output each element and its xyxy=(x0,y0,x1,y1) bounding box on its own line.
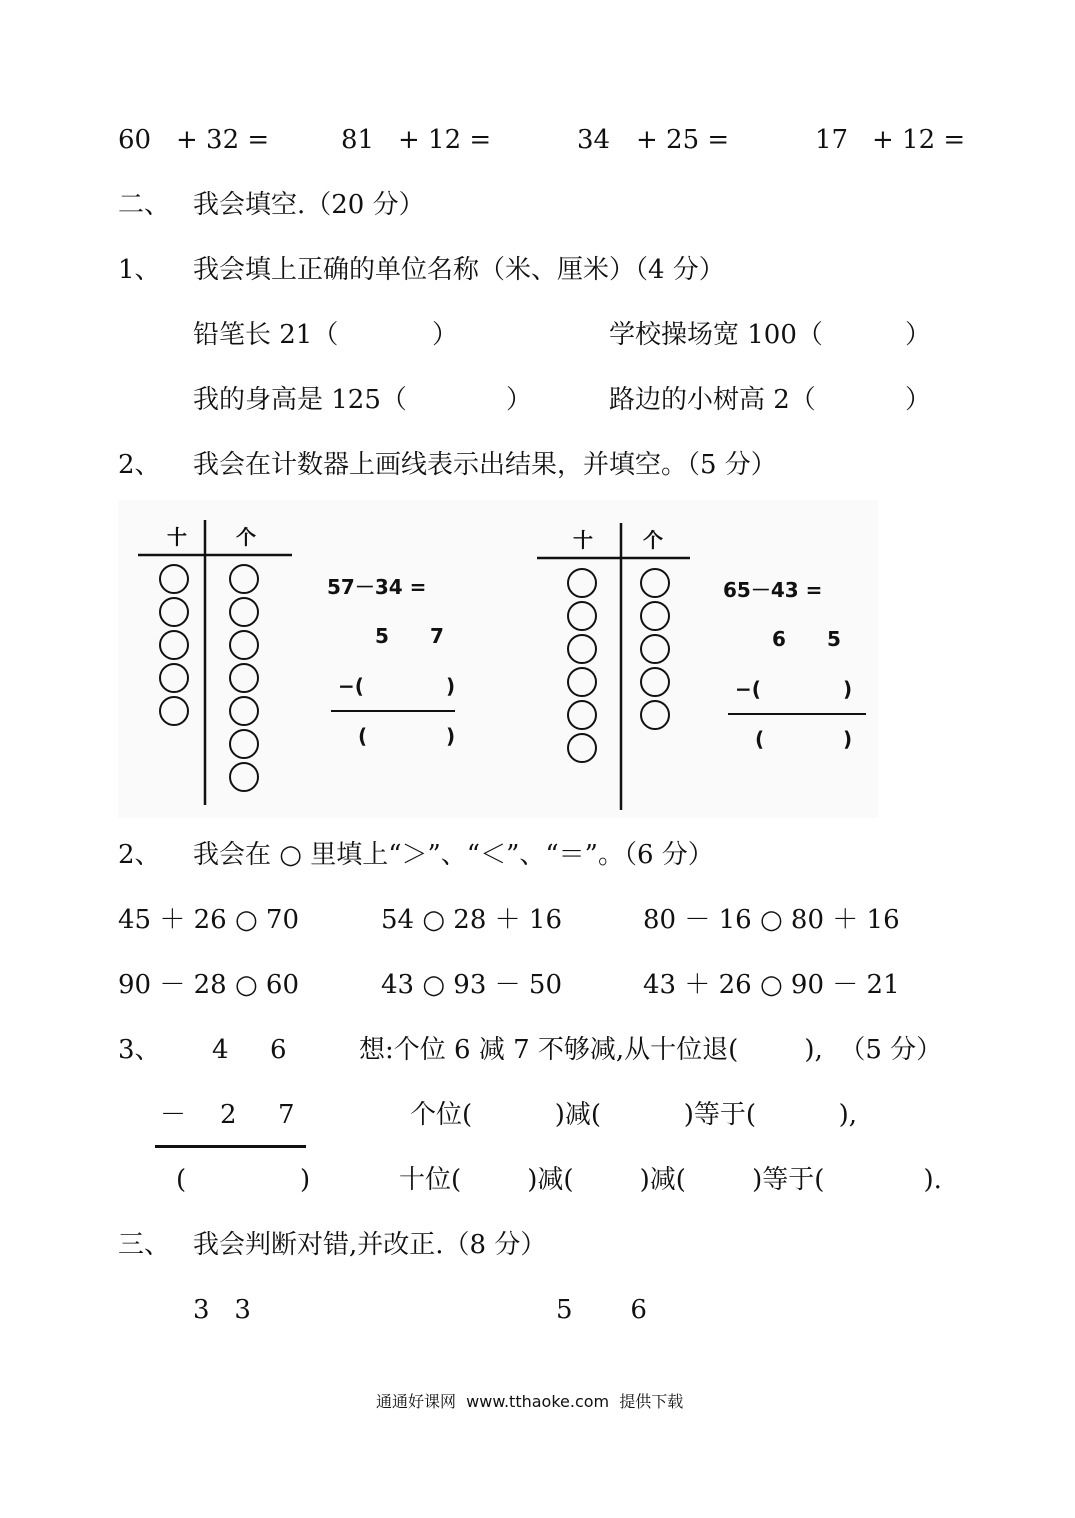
addend-2: 81 xyxy=(341,125,375,155)
vertical-digit: 7 xyxy=(430,624,444,648)
abacus-bead xyxy=(641,668,669,696)
addend-3: 34 xyxy=(577,125,611,155)
question-title: 我会在 ○ 里填上“＞”、“＜”、“＝”。（6 分） xyxy=(193,840,714,870)
ones-label: 个 xyxy=(236,525,256,549)
vertical-digit: 6 xyxy=(772,627,786,651)
close-paren: ) xyxy=(843,677,853,701)
question-title: 我会填上正确的单位名称（米、厘米）（4 分） xyxy=(193,255,725,285)
sum-line xyxy=(331,710,455,712)
hint-line-3: 十位( )减( )减( )等于( ). xyxy=(399,1165,942,1195)
abacus-1 xyxy=(130,515,300,810)
minus-sign: － xyxy=(160,1100,187,1130)
abacus-2 xyxy=(535,520,695,815)
compare-item: 43 ○ 93 － 50 xyxy=(381,970,562,1000)
tens-label: 十 xyxy=(573,528,593,552)
close-paren: ) xyxy=(446,724,456,748)
section-number: 二、 xyxy=(118,190,171,220)
unit-blank-close: ） xyxy=(905,385,932,415)
answer-close-paren: ) xyxy=(300,1165,311,1195)
unit-item-tree: 路边的小树高 2（ xyxy=(609,385,816,415)
abacus-bead xyxy=(160,664,188,692)
compare-item: 80 － 16 ○ 80 ＋ 16 xyxy=(643,905,900,935)
hint-line-1: 想:个位 6 减 7 不够减,从十位退( ), （5 分） xyxy=(359,1035,943,1065)
abacus-bead xyxy=(230,598,258,626)
abacus-bead xyxy=(230,631,258,659)
abacus-bead xyxy=(160,598,188,626)
vertical-digit: 5 xyxy=(375,624,389,648)
unit-blank-close: ） xyxy=(506,385,533,415)
addend-expr-2: + 12 = xyxy=(398,125,492,155)
question-number: 1、 xyxy=(118,255,161,285)
result-line xyxy=(155,1145,306,1148)
vertical-digit: 5 xyxy=(827,627,841,651)
abacus-bead xyxy=(230,730,258,758)
question-title: 我会在计数器上画线表示出结果，并填空。（5 分） xyxy=(193,450,777,480)
addend-4: 17 xyxy=(815,125,849,155)
compare-item: 45 ＋ 26 ○ 70 xyxy=(118,905,299,935)
subtraction-expression: 57－34 = xyxy=(327,575,427,599)
close-paren: ) xyxy=(446,674,456,698)
abacus-bead xyxy=(568,635,596,663)
abacus-bead xyxy=(160,565,188,593)
abacus-bead xyxy=(641,602,669,630)
addend-1: 60 xyxy=(118,125,152,155)
unit-item-field: 学校操场宽 100（ xyxy=(609,320,823,350)
section-number: 三、 xyxy=(118,1230,171,1260)
abacus-bead xyxy=(568,668,596,696)
abacus-bead xyxy=(230,664,258,692)
question-number: 3、 xyxy=(118,1035,161,1065)
vertical-digit: 6 xyxy=(270,1035,287,1065)
minus-open-paren: −( xyxy=(338,674,364,698)
abacus-bead xyxy=(568,602,596,630)
section-title: 我会判断对错,并改正.（8 分） xyxy=(193,1230,547,1260)
abacus-bead xyxy=(568,569,596,597)
unit-blank-close: ） xyxy=(905,320,932,350)
unit-item-height: 我的身高是 125（ xyxy=(193,385,407,415)
minus-open-paren: −( xyxy=(735,677,761,701)
question-number: 2、 xyxy=(118,840,161,870)
question-number: 2、 xyxy=(118,450,161,480)
abacus-bead xyxy=(641,569,669,597)
abacus-bead xyxy=(568,701,596,729)
compare-item: 90 － 28 ○ 60 xyxy=(118,970,299,1000)
vertical-digits: 3 3 xyxy=(193,1295,251,1325)
close-paren: ) xyxy=(843,727,853,751)
open-paren: ( xyxy=(358,724,368,748)
abacus-bead xyxy=(160,697,188,725)
addend-expr-1: + 32 = xyxy=(176,125,270,155)
compare-item: 54 ○ 28 ＋ 16 xyxy=(381,905,562,935)
open-paren: ( xyxy=(755,727,765,751)
answer-open-paren: ( xyxy=(176,1165,187,1195)
abacus-bead xyxy=(230,565,258,593)
unit-item-pencil: 铅笔长 21（ xyxy=(193,320,339,350)
unit-blank-close: ） xyxy=(432,320,459,350)
subtraction-expression: 65－43 = xyxy=(723,578,823,602)
compare-item: 43 ＋ 26 ○ 90 － 21 xyxy=(643,970,900,1000)
tens-label: 十 xyxy=(167,525,187,549)
vertical-digit: 4 xyxy=(212,1035,229,1065)
abacus-bead xyxy=(160,631,188,659)
addend-expr-4: + 12 = xyxy=(872,125,966,155)
sum-line xyxy=(728,713,866,715)
ones-label: 个 xyxy=(643,528,663,552)
abacus-bead xyxy=(641,635,669,663)
abacus-bead xyxy=(568,734,596,762)
addend-expr-3: + 25 = xyxy=(636,125,730,155)
abacus-bead xyxy=(230,697,258,725)
vertical-digits: 5 6 xyxy=(556,1295,647,1325)
section-title: 我会填空.（20 分） xyxy=(193,190,425,220)
abacus-bead xyxy=(641,701,669,729)
vertical-digit: 7 xyxy=(278,1100,295,1130)
hint-line-2: 个位( )减( )等于( ), xyxy=(410,1100,858,1130)
abacus-bead xyxy=(230,763,258,791)
vertical-digit: 2 xyxy=(220,1100,237,1130)
footer-text: 通通好课网 www.tthaoke.com 提供下载 xyxy=(376,1392,684,1411)
